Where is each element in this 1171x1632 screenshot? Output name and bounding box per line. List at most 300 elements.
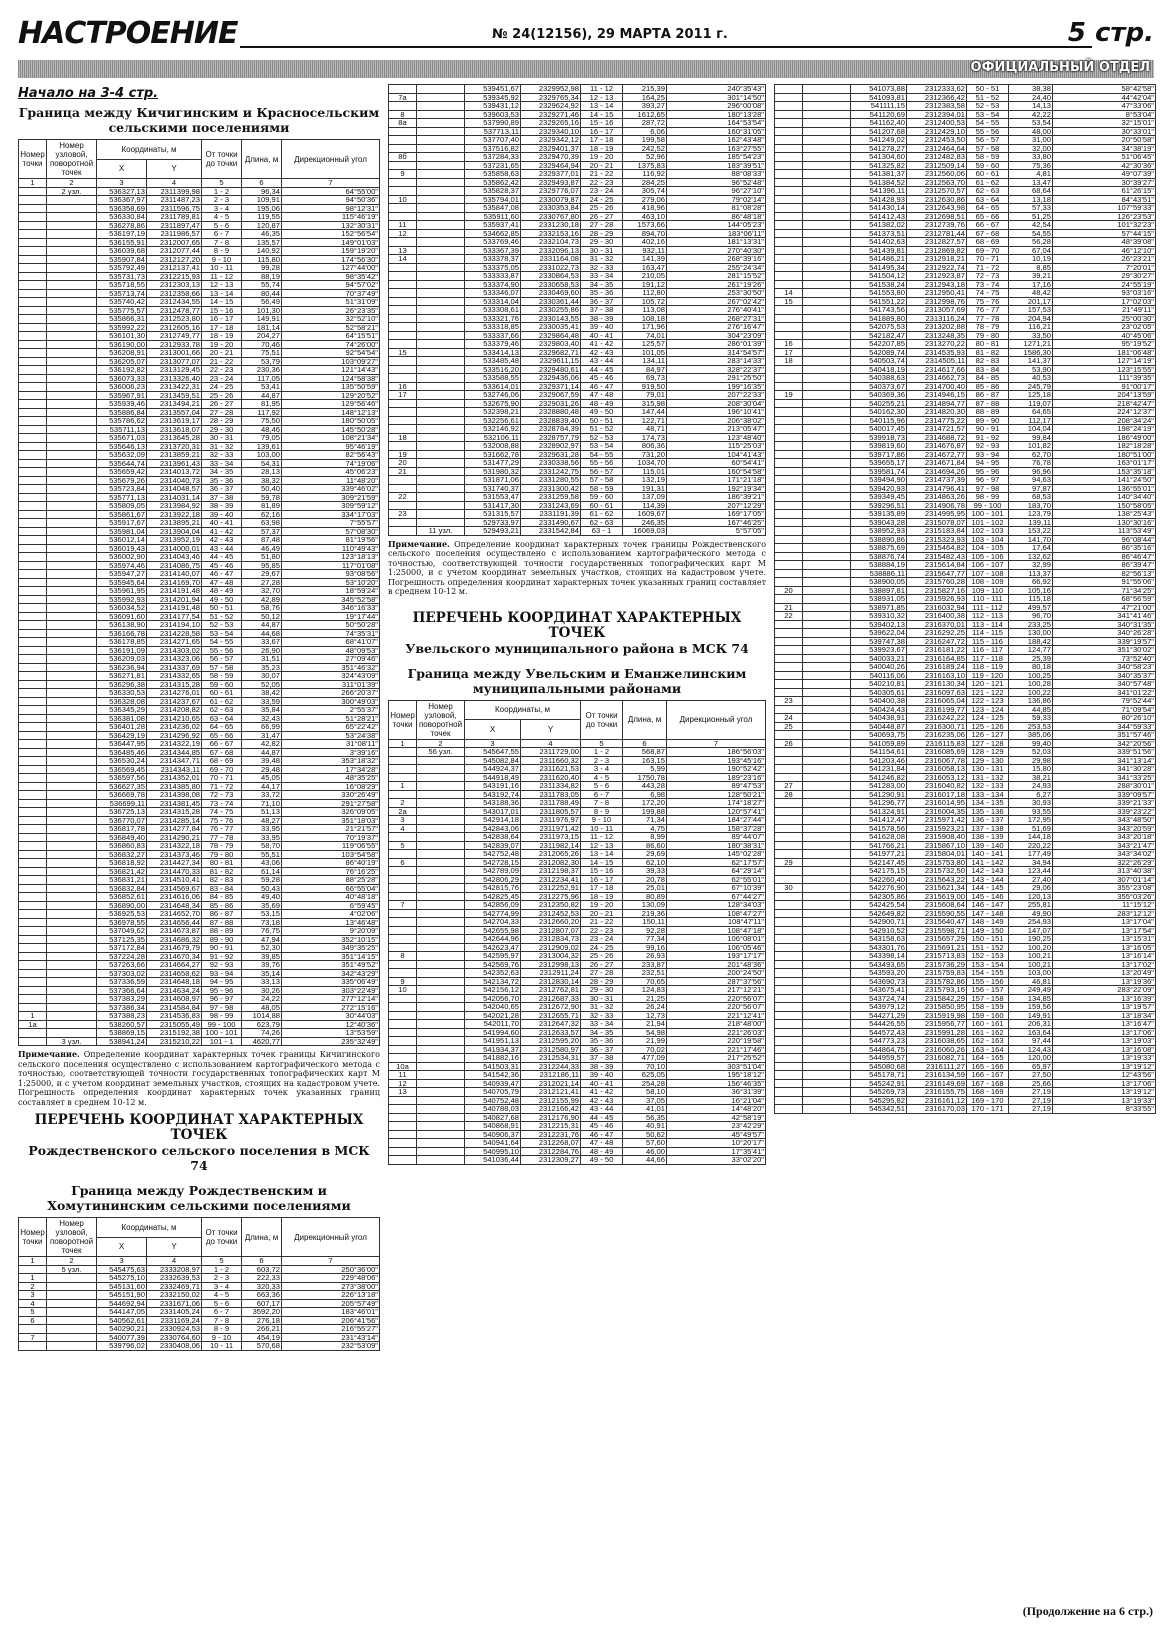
table-row (389, 960, 766, 969)
table-cell: 2314315,28 (147, 680, 202, 689)
table-cell: 75 - 76 (202, 816, 242, 825)
table-row (775, 1079, 1156, 1088)
table-cell (19, 544, 47, 553)
table-row (19, 689, 380, 698)
table-cell: 92,28 (623, 926, 667, 935)
table-row (389, 867, 766, 876)
table-row (775, 178, 1156, 187)
table-cell: 2314510,41 (147, 876, 202, 885)
th-turn: Номер узловой, поворотной точек (417, 700, 465, 739)
table-cell: 96 - 97 (967, 476, 1009, 485)
table-cell: 2312630,86 (907, 195, 967, 204)
table-cell: 87,48 (242, 536, 282, 545)
table-cell: 50 - 51 (581, 416, 623, 425)
table-cell: 540017,45 (851, 425, 907, 434)
table-cell: 140,92 (242, 247, 282, 256)
table-cell: 2313077,07 (147, 357, 202, 366)
table-cell (775, 263, 803, 272)
table-cell: 541296,77 (851, 799, 907, 808)
table-cell: 2312698,51 (907, 212, 967, 221)
table-cell: 42 - 43 (581, 1096, 623, 1105)
table-row (19, 1274, 380, 1283)
table-cell: 537336,59 (97, 978, 147, 987)
table-cell: 104,04 (1009, 425, 1053, 434)
table-cell: 2315827,16 (907, 586, 967, 595)
table-cell: 603,72 (242, 1265, 282, 1274)
table-cell: 204,27 (242, 332, 282, 341)
table-cell: 541304,60 (851, 153, 907, 162)
table-row (19, 995, 380, 1004)
table-cell: 14 (389, 255, 417, 264)
table-cell: 2312452,53 (521, 909, 581, 918)
table-cell: 182°18'28" (1053, 442, 1156, 451)
table-row (775, 654, 1156, 663)
table-row (389, 365, 766, 374)
table-cell: 533379,46 (465, 340, 521, 349)
table-cell (775, 450, 803, 459)
table-cell: 532146,92 (465, 425, 521, 434)
table-cell (19, 281, 47, 290)
table-cell: 535828,37 (465, 187, 521, 196)
table-row (775, 340, 1156, 349)
table-cell: 272°15'16" (282, 1003, 380, 1012)
table-cell: 535740,42 (97, 298, 147, 307)
table-cell: 541412,47 (851, 816, 907, 825)
table-cell: 2 (389, 799, 417, 808)
table-cell: 11°48'20" (282, 476, 380, 485)
table-cell (19, 833, 47, 842)
table-cell: 2313202,88 (907, 323, 967, 332)
th-point: Номер точки (389, 700, 417, 739)
table-cell (417, 119, 465, 128)
table-row (19, 196, 380, 205)
table-cell: 64°29'14" (667, 867, 766, 876)
table-row (389, 170, 766, 179)
table-cell: 2311788,49 (521, 799, 581, 808)
table-cell: 533485,48 (465, 357, 521, 366)
table-row (775, 637, 1156, 646)
table-cell: 115°25'03" (667, 442, 766, 451)
table-cell: 543724,74 (851, 994, 907, 1003)
table-cell: 86 - 87 (967, 391, 1009, 400)
table-cell: 52 - 53 (967, 102, 1009, 111)
table-row (19, 748, 380, 757)
table-cell: 42,22 (1009, 110, 1053, 119)
table-row (19, 740, 380, 749)
table-cell: 541402,63 (851, 238, 907, 247)
table-cell (19, 1265, 47, 1274)
table-cell: 9 - 10 (202, 1333, 242, 1342)
table-cell (47, 952, 97, 961)
table-cell: 44 - 45 (581, 1113, 623, 1122)
table-cell: 540388,63 (851, 374, 907, 383)
table-cell: 65,97 (1009, 1062, 1053, 1071)
table-cell: 2316181,22 (907, 646, 967, 655)
table-cell: 123,44 (1009, 867, 1053, 876)
table-cell: 2315991,28 (907, 1028, 967, 1037)
table-cell: 13,47 (1009, 178, 1053, 187)
table-row (19, 893, 380, 902)
table-cell (775, 221, 803, 230)
table-cell: 536725,13 (97, 808, 147, 817)
table-cell: 183°06'11" (667, 229, 766, 238)
table-row (389, 501, 766, 510)
table-cell (775, 799, 803, 808)
table-row (19, 595, 380, 604)
table-row (19, 927, 380, 936)
table-cell: 58 - 59 (967, 153, 1009, 162)
table-cell: 2314662,73 (907, 374, 967, 383)
table-cell: 165 - 166 (967, 1062, 1009, 1071)
table-cell: 2312570,57 (907, 187, 967, 196)
table-row (775, 569, 1156, 578)
table-cell: 535792,49 (97, 264, 147, 273)
table-row (775, 348, 1156, 357)
table-cell: 132°30'31" (282, 221, 380, 230)
table-cell: 2332469,71 (147, 1282, 202, 1291)
table-cell: 535866,31 (97, 315, 147, 324)
table-cell (775, 535, 803, 544)
table-cell (417, 280, 465, 289)
table-row (19, 527, 380, 536)
table-cell: 531740,37 (465, 484, 521, 493)
table-row (389, 484, 766, 493)
table-cell (47, 893, 97, 902)
table-cell: 5 - 6 (581, 782, 623, 791)
table-row (775, 790, 1156, 799)
table-cell: 345°52'58" (282, 595, 380, 604)
table-cell: 536278,86 (97, 221, 147, 230)
table-cell: 533378,37 (465, 255, 521, 264)
table-cell: 2312534,31 (521, 1054, 581, 1063)
table-cell: 2330864,53 (521, 272, 581, 281)
table-row (775, 518, 1156, 527)
table-cell: 48,42 (1009, 289, 1053, 298)
table-cell (803, 722, 851, 731)
table-cell: 55 - 56 (967, 127, 1009, 136)
table-cell (19, 459, 47, 468)
table-cell: 266°20'37" (282, 689, 380, 698)
table-cell: 22 (775, 612, 803, 621)
table-cell: 52°58'21" (282, 323, 380, 332)
table-cell (775, 544, 803, 553)
table-cell: 538886,11 (851, 569, 907, 578)
table-cell: 535974,46 (97, 561, 147, 570)
table-cell: 2315482,43 (907, 552, 967, 561)
table-cell: 94°50'36" (282, 196, 380, 205)
table-cell (803, 399, 851, 408)
table-cell (19, 298, 47, 307)
table-cell: 27°09'46" (282, 655, 380, 664)
table-cell (47, 638, 97, 647)
table-cell (417, 824, 465, 833)
table-cell: 2312121,41 (521, 1088, 581, 1097)
table-cell: 72 - 73 (202, 791, 242, 800)
table-cell: 533337,66 (465, 331, 521, 340)
table-cell: 84°43'51" (1053, 195, 1156, 204)
table-cell: 328°22'37" (667, 365, 766, 374)
table-cell: 542704,33 (465, 918, 521, 927)
table-cell: 108°47'18" (667, 926, 766, 935)
table-cell (803, 1045, 851, 1054)
table-cell: 13,18 (1009, 195, 1053, 204)
table-cell: 139,11 (1009, 518, 1053, 527)
table-cell (803, 807, 851, 816)
table-cell: 82°56'13" (1053, 569, 1156, 578)
table-cell: 268°27'31" (667, 314, 766, 323)
table-cell (775, 680, 803, 689)
table-cell: 16°08'29" (282, 782, 380, 791)
table-cell (47, 221, 97, 230)
table-cell: 541231,84 (851, 765, 907, 774)
table-cell: 200°24'50" (667, 969, 766, 978)
table-cell: 537713,11 (465, 127, 521, 136)
table-cell (389, 926, 417, 935)
table-cell: 53,15 (242, 910, 282, 919)
table-cell: 13°20'49" (1053, 969, 1156, 978)
table-cell: 534662,85 (465, 229, 521, 238)
table-cell: 10 - 11 (202, 1342, 242, 1351)
table-cell: 2330353,84 (521, 204, 581, 213)
table-row (775, 926, 1156, 935)
table-cell: 2331164,08 (521, 255, 581, 264)
table-cell (47, 961, 97, 970)
table-cell: 540448,87 (851, 722, 907, 731)
table-cell: 52,03 (1009, 748, 1053, 757)
table-cell: 17 - 18 (202, 323, 242, 332)
table-cell: 2312655,71 (521, 1011, 581, 1020)
table-row (775, 238, 1156, 247)
table-cell (775, 161, 803, 170)
table-cell: 346°16'33" (282, 604, 380, 613)
table-cell: 30 - 31 (202, 434, 242, 443)
table-cell: 153 - 154 (967, 960, 1009, 969)
table-cell: 533308,61 (465, 306, 521, 315)
table-cell: 150°58'05" (1053, 501, 1156, 510)
table-cell (775, 892, 803, 901)
table-cell: 343°20'59" (1053, 824, 1156, 833)
table-cell: 64 - 65 (967, 204, 1009, 213)
table-cell: 193°45'16" (667, 756, 766, 765)
table-cell: 101,30 (242, 306, 282, 315)
table-cell: 2312509,14 (907, 161, 967, 170)
table-cell (389, 204, 417, 213)
table-cell: 541207,68 (851, 127, 907, 136)
table-cell: 55 - 56 (202, 646, 242, 655)
table-cell: 2316242,22 (907, 714, 967, 723)
table-cell (775, 688, 803, 697)
table-cell (775, 663, 803, 672)
table-cell: 2312429,10 (907, 127, 967, 136)
table-cell (47, 349, 97, 358)
table-cell: 70,65 (623, 977, 667, 986)
table-cell (803, 909, 851, 918)
table-cell: 2330143,55 (521, 314, 581, 323)
table-cell: 2332096,13 (521, 246, 581, 255)
table-cell: 533367,39 (465, 246, 521, 255)
table-cell: 60 - 61 (581, 501, 623, 510)
table-cell: 20 - 21 (581, 161, 623, 170)
table-row (389, 1020, 766, 1029)
table-cell (47, 833, 97, 842)
table-cell (775, 331, 803, 340)
table-cell (775, 960, 803, 969)
table-cell: 541486,21 (851, 255, 907, 264)
table-row (389, 799, 766, 808)
table-cell (417, 85, 465, 94)
table-cell: 2313895,21 (147, 519, 202, 528)
table-cell (803, 986, 851, 995)
table-cell: 543690,73 (851, 977, 907, 986)
table-cell (417, 501, 465, 510)
table-cell: 41 - 42 (581, 340, 623, 349)
table-cell (803, 620, 851, 629)
table-cell: 71 - 72 (967, 263, 1009, 272)
table-cell: 13°16'47" (1053, 1020, 1156, 1029)
table-row (389, 935, 766, 944)
table-cell: 541766,21 (851, 841, 907, 850)
table-cell: 531417,30 (465, 501, 521, 510)
table-cell (47, 281, 97, 290)
table-row (775, 731, 1156, 740)
table-cell: 36 - 37 (202, 485, 242, 494)
table-cell: 2329340,10 (521, 127, 581, 136)
table-cell: 536192,82 (97, 366, 147, 375)
table-cell (775, 1054, 803, 1063)
table-cell: 35,84 (242, 706, 282, 715)
table-cell: 126°23'53" (1053, 212, 1156, 221)
table-row (775, 425, 1156, 434)
table-cell: 131 - 132 (967, 773, 1009, 782)
table-cell: 215,39 (623, 85, 667, 94)
table-cell: 540400,38 (851, 697, 907, 706)
table-cell (389, 1011, 417, 1020)
table-cell: 195°18'12" (667, 1071, 766, 1080)
table-cell: 6 - 7 (202, 230, 242, 239)
table-cell: 535711,13 (97, 425, 147, 434)
table-cell: 2312660,20 (521, 918, 581, 927)
table-cell: 2328902,97 (521, 442, 581, 451)
table-cell (19, 502, 47, 511)
table-cell: 6,06 (623, 127, 667, 136)
table-cell: 30,93 (1009, 799, 1053, 808)
table-cell: 76,78 (1009, 459, 1053, 468)
table-cell: 33 - 34 (581, 272, 623, 281)
table-cell: 2330079,87 (521, 195, 581, 204)
table-cell: 149,91 (1009, 1011, 1053, 1020)
table-cell: 2311729,00 (521, 748, 581, 757)
table-cell: 542276,90 (851, 884, 907, 893)
table-cell: 309°59'12" (282, 502, 380, 511)
table-row (389, 357, 766, 366)
th-coords: Координаты, м (97, 140, 202, 160)
table-cell: 253,53 (1009, 722, 1053, 731)
table-cell (803, 544, 851, 553)
table-cell: 13°19'36" (1053, 977, 1156, 986)
table-cell: 191,31 (623, 484, 667, 493)
table-cell: 207°12'29" (667, 501, 766, 510)
table-cell: 55,51 (242, 850, 282, 859)
table-cell: 477,09 (623, 1054, 667, 1063)
table-cell: 115,18 (1009, 595, 1053, 604)
table-cell: 2315753,80 (907, 858, 967, 867)
table-cell: 25,39 (1009, 654, 1053, 663)
table-cell: 95 - 96 (202, 986, 242, 995)
table-cell (417, 153, 465, 162)
table-cell: 117,92 (242, 408, 282, 417)
table-cell: 152 - 153 (967, 952, 1009, 961)
table-cell: 2315055,49 (147, 1020, 202, 1029)
table-row (775, 136, 1156, 145)
table-cell (417, 442, 465, 451)
table-cell: 2331542,84 (521, 527, 581, 536)
table-cell: 84 - 85 (967, 374, 1009, 383)
table-cell (417, 986, 465, 995)
table-cell: 137 - 138 (967, 824, 1009, 833)
table-cell: 2330035,41 (521, 323, 581, 332)
table-cell (389, 85, 417, 94)
table-cell (775, 280, 803, 289)
table-cell (19, 697, 47, 706)
table-cell: 535937,41 (465, 221, 521, 230)
table-cell (803, 110, 851, 119)
table-row (775, 756, 1156, 765)
table-cell: 12 (389, 229, 417, 238)
table-cell: 544864,75 (851, 1045, 907, 1054)
table-cell (389, 357, 417, 366)
table-cell (417, 289, 465, 298)
table-cell: 540438,91 (851, 714, 907, 723)
table-cell: 56 узл. (417, 748, 465, 757)
table-cell: 21°49'11" (1053, 306, 1156, 315)
column-number: 2 (417, 739, 465, 748)
table-cell: 57,33 (1009, 204, 1053, 213)
table-cell: 100 - 101 (967, 510, 1009, 519)
table-cell: 326°09'05" (282, 808, 380, 817)
table-cell: 73 - 74 (202, 799, 242, 808)
table-row (19, 417, 380, 426)
table-cell: 2316235,06 (907, 731, 967, 740)
table-cell: 2313494,21 (147, 400, 202, 409)
table-cell: 102 - 103 (967, 527, 1009, 536)
table-cell: 625,05 (623, 1071, 667, 1080)
table-cell: 2316161,12 (907, 1096, 967, 1105)
table-cell (803, 977, 851, 986)
table-cell: 76 - 77 (202, 825, 242, 834)
table-cell: 2331191,39 (521, 510, 581, 519)
table-cell: 53,54 (1009, 119, 1053, 128)
table-cell: 107°59'33" (1053, 204, 1156, 213)
table-cell: 13 (389, 1088, 417, 1097)
table-cell: 2316130,34 (907, 680, 967, 689)
table-cell: 109,91 (242, 196, 282, 205)
table-cell: 49 - 50 (581, 1156, 623, 1165)
table-cell: 2314210,65 (147, 714, 202, 723)
table-cell: 2314535,93 (907, 348, 967, 357)
table-cell: 49 - 50 (581, 408, 623, 417)
table-cell: 2315926,93 (907, 595, 967, 604)
table-cell: 535939,46 (97, 400, 147, 409)
table-cell (19, 740, 47, 749)
table-cell: 220°19'58" (667, 1037, 766, 1046)
table-cell: 4°02'06" (282, 910, 380, 919)
table-cell (389, 314, 417, 323)
table-cell: 2312687,33 (521, 994, 581, 1003)
table-cell: 21 (775, 603, 803, 612)
table-row (775, 688, 1156, 697)
table-cell (19, 578, 47, 587)
table-cell: 2315608,64 (907, 901, 967, 910)
